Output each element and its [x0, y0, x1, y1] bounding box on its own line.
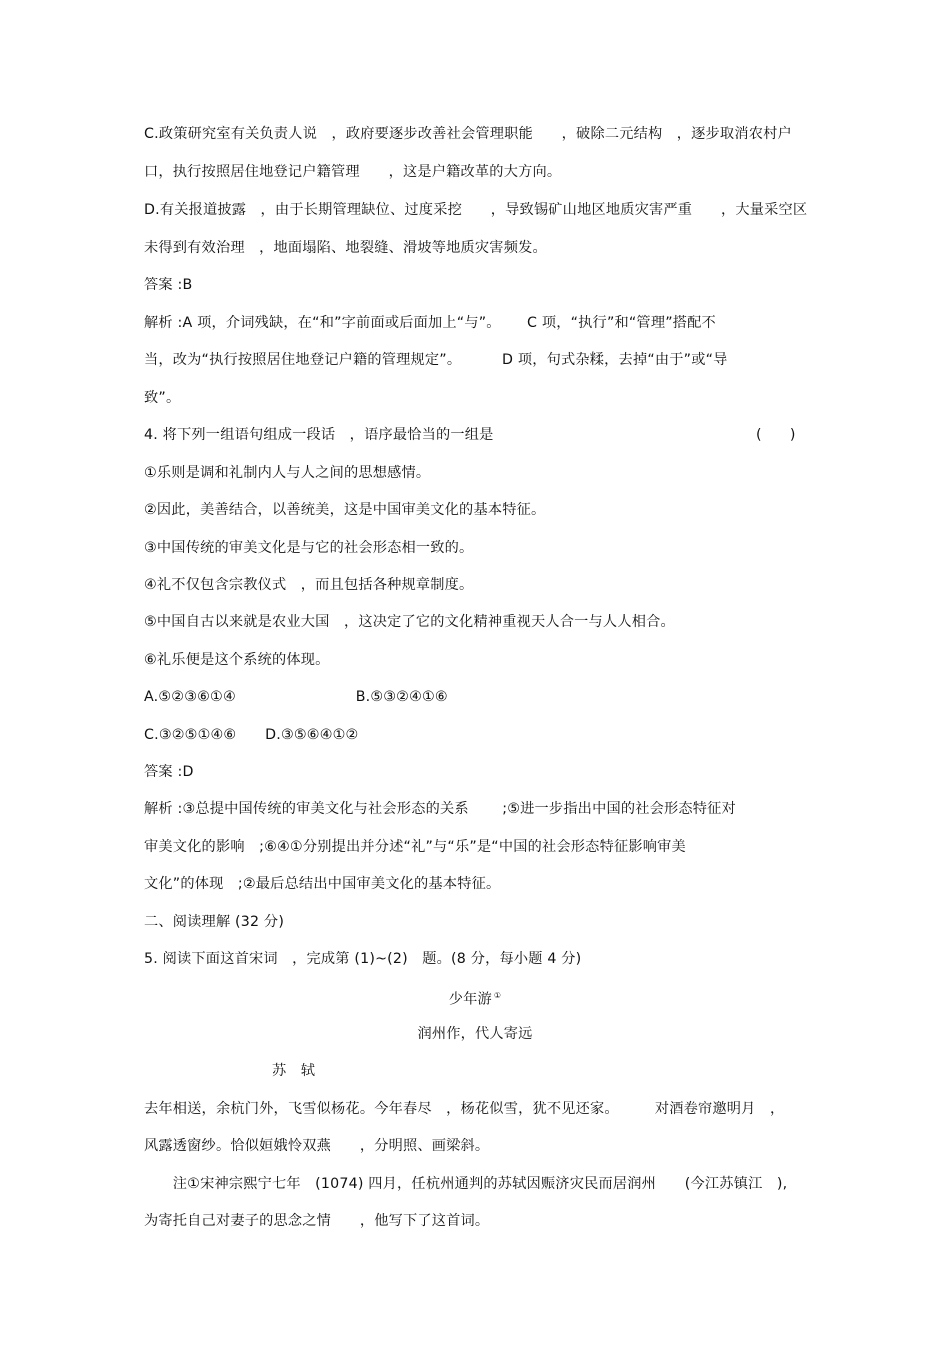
sentence-6: ⑥礼乐便是这个系统的体现。 — [144, 652, 330, 668]
poem-author: 苏 轼 — [272, 1063, 316, 1079]
sentence-2: ②因此，美善结合，以善统美，这是中国审美文化的基本特征。 — [144, 502, 546, 518]
sentence-4: ④礼不仅包含宗教仪式 ，而且包括各种规章制度。 — [144, 577, 474, 593]
analysis-3-line-2: 当，改为“执行按照居住地登记户籍的管理规定”。 D 项，句式杂糅，去掉“由于”或“导 — [144, 352, 728, 368]
analysis-4-line-1: 解析 :③总提中国传统的审美文化与社会形态的关系 ;⑤进一步指出中国的社会形态特征对 — [144, 801, 736, 817]
options-c-d: C.③②⑤①④⑥ D.③⑤⑥④①② — [144, 727, 359, 743]
option-c-line-2: 口，执行按照居住地登记户籍管理 ，这是户籍改革的大方向。 — [144, 164, 562, 180]
sentence-1: ①乐则是调和礼制内人与人之间的思想感情。 — [144, 465, 431, 481]
analysis-4-line-3: 文化”的体现 ;②最后总结出中国审美文化的基本特征。 — [144, 876, 501, 892]
poem-title-text: 少年游 — [448, 991, 492, 1008]
sentence-3: ③中国传统的审美文化是与它的社会形态相一致的。 — [144, 540, 474, 556]
answer-4: 答案 :D — [144, 764, 194, 780]
option-d-line-1: D.有关报道披露 ，由于长期管理缺位、过度采挖 ，导致锡矿山地区地质灾害严重 ，大量采空区 — [144, 202, 808, 218]
poem-subtitle: 润州作，代人寄远 — [417, 1026, 533, 1042]
option-d-line-2: 未得到有效治理 ，地面塌陷、地裂缝、滑坡等地质灾害频发。 — [144, 240, 547, 256]
poem-body-line-2: 风露透窗纱。恰似姮娥怜双燕 ，分明照、画梁斜。 — [144, 1138, 490, 1154]
sentence-5: ⑤中国自古以来就是农业大国 ，这决定了它的文化精神重视天人合一与人人相合。 — [144, 614, 675, 630]
poem-title — [0, 986, 950, 1010]
poem-body-line-1: 去年相送，余杭门外，飞雪似杨花。今年春尽 ，杨花似雪，犹不见还家。 对酒卷帘邀明月 ， — [144, 1101, 785, 1117]
section-heading: 二、阅读理解 (32 分) — [144, 914, 285, 930]
analysis-3-line-3: 致”。 — [144, 390, 181, 406]
analysis-4-line-2: 审美文化的影响 ;⑥④①分别提出并分述“礼”与“乐”是“中国的社会形态特征影响审美 — [144, 839, 686, 855]
answer-3: 答案 :B — [144, 277, 193, 293]
poem-title-note: ① — [493, 991, 502, 1000]
analysis-3-line-1: 解析 :A 项，介词残缺，在“和”字前面或后面加上“与”。 C 项，“执行”和“管理”搭配不 — [144, 315, 716, 331]
note-line-2: 为寄托自己对妻子的思念之情 ，他写下了这首词。 — [144, 1213, 490, 1229]
option-c-line-1: C.政策研究室有关负责人说 ，政府要逐步改善社会管理职能 ，破除二元结构 ，逐步取消农村户 — [144, 126, 792, 142]
question-5-stem: 5. 阅读下面这首宋词 ，完成第 (1)~(2) 题。(8 分，每小题 4 分) — [144, 951, 582, 967]
answer-paren: ( ) — [756, 427, 796, 443]
options-a-b: A.⑤②③⑥①④ B.⑤③②④①⑥ — [144, 689, 448, 705]
question-4-stem: 4. 将下列一组语句组成一段话 ，语序最恰当的一组是 — [144, 427, 494, 443]
note-line-1: 注①宋神宗熙宁七年 (1074) 四月，任杭州通判的苏轼因赈济灾民而居润州 (今江苏镇江 ), — [144, 1176, 788, 1192]
